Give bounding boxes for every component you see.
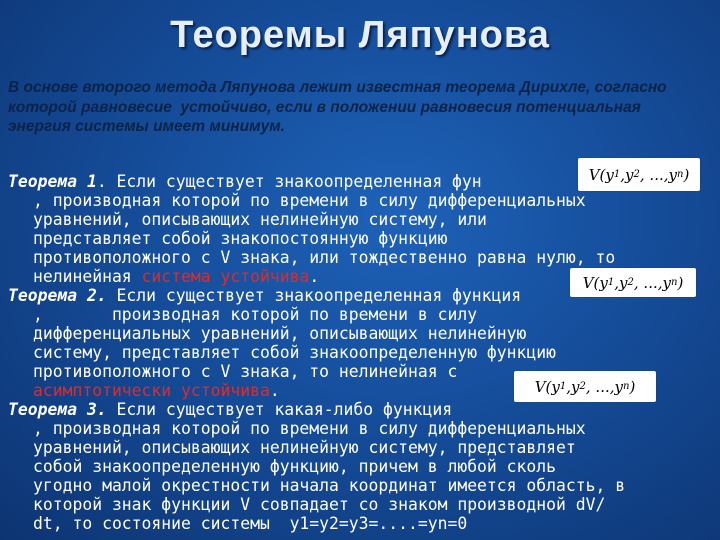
formula-v-image: V ( y 1 , y 2 , ..., y n ) bbox=[578, 158, 700, 191]
theorem-3 bbox=[8, 400, 713, 533]
theorem-1-text: нелинейная bbox=[33, 267, 142, 286]
theorem-3-text: Если существует какая-либо функция bbox=[106, 400, 453, 419]
theorem-2-conclusion: асимптотически устойчива bbox=[33, 381, 270, 400]
theorem-2-text: . bbox=[269, 381, 280, 400]
intro-line: энергия системы имеет минимум. bbox=[8, 118, 285, 135]
formula-v-image: V ( y 1 , y 2 , ..., y n ) bbox=[570, 268, 696, 297]
theorem-1-text: . Если существует знакоопределенная фун bbox=[96, 172, 482, 191]
theorem-2-text: , производная которой по времени в силу bbox=[33, 305, 478, 324]
theorem-3-text: которой знак функции V совпадает со знаком производной dV/ bbox=[33, 495, 606, 514]
theorem-3-label: Теорема 3. bbox=[8, 400, 107, 419]
theorem-1-text: противоположного с V знака, или тождественно равна нулю, то bbox=[33, 248, 616, 267]
theorem-3-text: уравнений, описывающих нелинейную систему, представляет bbox=[33, 438, 576, 457]
theorem-2-label: Теорема 2. bbox=[8, 286, 107, 305]
theorem-1-label: Теорема 1 bbox=[8, 172, 97, 191]
intro-line: В основе второго метода Ляпунова лежит известная теорема Дирихле, согласно bbox=[8, 79, 667, 96]
theorem-3-text: , производная которой по времени в силу дифференциальных bbox=[33, 419, 586, 438]
theorems-body bbox=[8, 172, 713, 533]
theorem-1-conclusion: система устойчива bbox=[141, 267, 310, 286]
theorem-1-text: представляет собой знакопостоянную функцию bbox=[33, 229, 448, 248]
theorem-2-text: противоположного с V знака, то нелинейная с bbox=[33, 362, 458, 381]
intro-paragraph bbox=[8, 78, 714, 137]
theorem-2-text: Если существует знакоопределенная функция bbox=[106, 286, 522, 305]
theorem-1-text: уравнений, описывающих нелинейную систему, или bbox=[33, 210, 487, 229]
formula-v-image: V ( y 1 , y 2 , ..., y n ) bbox=[514, 371, 656, 402]
intro-line: которой равновесие устойчиво, если в положении равновесия потенциальная bbox=[8, 98, 641, 116]
theorem-3-text: собой знакоопределенную функцию, причем в любой сколь bbox=[33, 457, 557, 476]
theorem-2-text: дифференциальных уравнений, описывающих нелинейную bbox=[33, 324, 527, 343]
theorem-1-text: , производная которой по времени в силу дифференциальных bbox=[33, 191, 586, 210]
slide-title: Теоремы Ляпунова bbox=[170, 14, 550, 56]
theorem-3-text: dt, то состояние системы y1=y2=y3=....=yn=0 bbox=[33, 514, 468, 533]
theorem-1-text: . bbox=[309, 267, 320, 286]
theorem-3-text: угодно малой окрестности начала координат имеется область, в bbox=[33, 476, 626, 495]
theorem-2-text: систему, представляет собой знакоопределенную функцию bbox=[33, 343, 557, 362]
